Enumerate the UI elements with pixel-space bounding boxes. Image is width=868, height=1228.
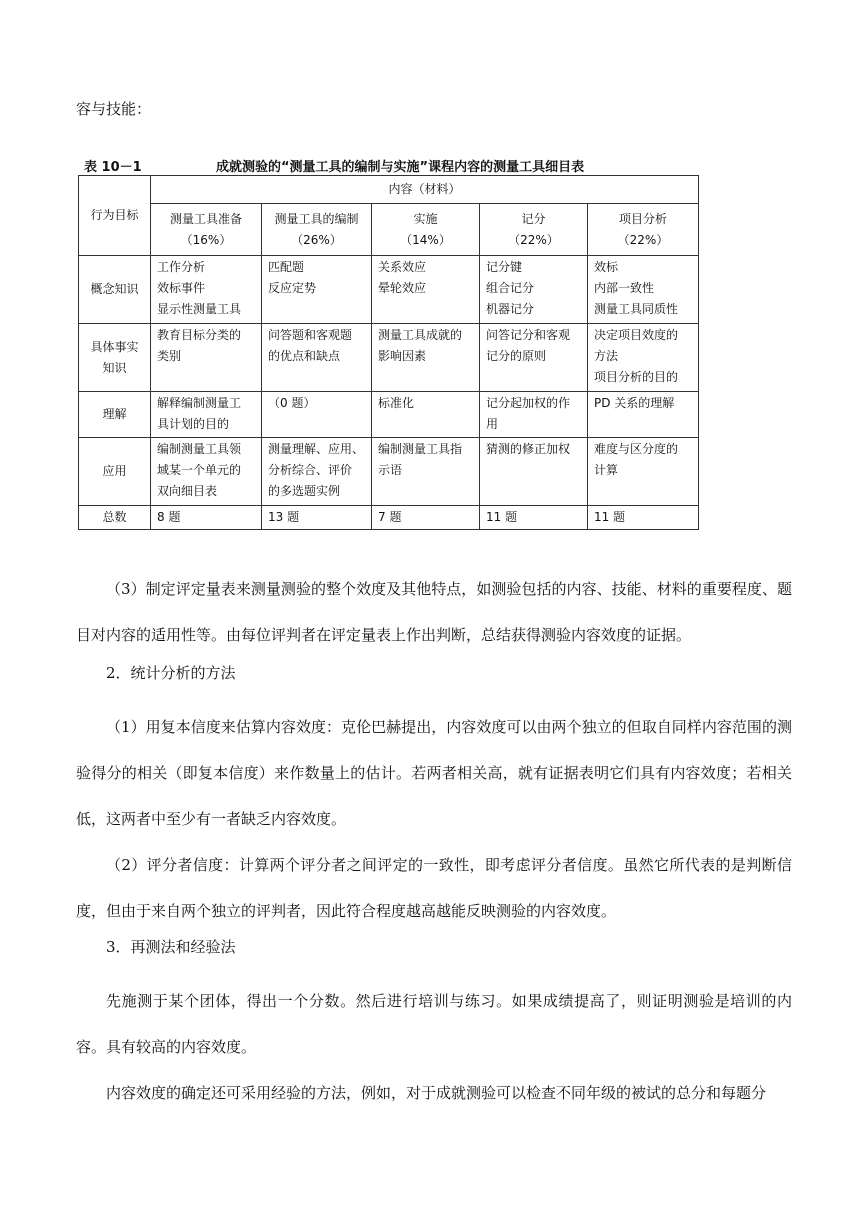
table-header-row-1 — [79, 176, 699, 204]
table-cell — [151, 324, 262, 392]
cell-line: 分析综合、评价 — [268, 463, 353, 477]
corner-header: 行为目标 — [79, 176, 151, 256]
table-cell — [372, 324, 480, 392]
column-header — [151, 204, 262, 256]
heading-3: 3．再测法和经验法 — [106, 938, 236, 956]
cell-line: 测量工具同质性 — [594, 302, 679, 316]
table-row — [79, 438, 699, 506]
cell-line: 记分起加权的作 — [486, 396, 571, 410]
table-cell — [372, 438, 480, 506]
table-cell — [151, 438, 262, 506]
table-cell — [588, 256, 699, 324]
cell-line: 工作分析 — [157, 260, 206, 274]
cell-line: 8 题 — [157, 510, 181, 524]
column-name: 测量工具的编制 — [274, 211, 359, 226]
cell-line: 解释编制测量工 — [157, 396, 242, 410]
cell-line: 问答记分和客观 — [486, 328, 571, 342]
table-cell — [372, 256, 480, 324]
cell-line: 记分的原则 — [486, 349, 547, 363]
paragraph-3 — [76, 842, 792, 934]
table-header-row-2 — [79, 204, 699, 256]
row-label-line: 应用 — [102, 464, 127, 478]
cell-line: 的优点和缺点 — [268, 349, 341, 363]
cell-line: 猜测的修正加权 — [486, 442, 571, 456]
row-label-line: 理解 — [102, 407, 127, 421]
table-cell — [262, 506, 372, 530]
cell-line: 效标 — [594, 260, 619, 274]
column-name: 项目分析 — [619, 211, 668, 226]
paragraph-4 — [76, 978, 792, 1070]
cell-line: 难度与区分度的 — [594, 442, 679, 456]
cell-line: 决定项目效度的 — [594, 328, 679, 342]
column-percentage: （14%） — [400, 232, 451, 247]
column-header — [262, 204, 372, 256]
cell-line: 机器记分 — [486, 302, 535, 316]
column-percentage: （26%） — [291, 232, 342, 247]
cell-line: 11 题 — [486, 510, 518, 524]
table-cell — [372, 506, 480, 530]
paragraph-2 — [76, 704, 792, 842]
table-cell — [372, 392, 480, 438]
cell-line: 教育目标分类的 — [157, 328, 242, 342]
cell-line: 方法 — [594, 349, 619, 363]
table-cell — [262, 324, 372, 392]
cell-line: 示语 — [378, 463, 403, 477]
cell-line: 项目分析的目的 — [594, 370, 679, 384]
table-cell — [480, 256, 588, 324]
paragraph-text: （1）用复本信度来估算内容效度：克伦巴赫提出，内容效度可以由两个独立的但取自同样内容范围的测验得分的相关（即复本信度）来作数量上的估计。若两者相关高，就有证据表明它们具有内容效度；若相关低，这两者中至少有一者缺乏内容效度。 — [76, 718, 792, 828]
cell-line: 测量工具成就的 — [378, 328, 463, 342]
table-cell — [480, 324, 588, 392]
cell-line: 编制测量工具指 — [378, 442, 463, 456]
cell-line: 的多选题实例 — [268, 484, 341, 498]
table-cell — [480, 506, 588, 530]
table-cell — [151, 256, 262, 324]
row-label — [79, 324, 151, 392]
column-percentage: （22%） — [617, 232, 669, 247]
cell-line: 效标事件 — [157, 281, 206, 295]
cell-line: 问答题和客观题 — [268, 328, 353, 342]
cell-line: 编制测量工具领 — [157, 442, 242, 456]
paragraph-text: （2）评分者信度：计算两个评分者之间评定的一致性，即考虑评分者信度。虽然它所代表的是判断信度，但由于来自两个独立的评判者，因此符合程度越高越能反映测验的内容效度。 — [76, 856, 792, 920]
cell-line: 显示性测量工具 — [157, 302, 242, 316]
table-cell — [151, 506, 262, 530]
column-name: 测量工具准备 — [169, 211, 242, 226]
table-cell — [480, 392, 588, 438]
cell-line: 双向细目表 — [157, 484, 218, 498]
cell-line: 影响因素 — [378, 349, 427, 363]
cell-line: 测量理解、应用、 — [268, 442, 365, 456]
cell-line: 计算 — [594, 463, 619, 477]
cell-line: 域某一个单元的 — [157, 463, 242, 477]
row-label-line: 概念知识 — [90, 282, 139, 296]
lead-text: 容与技能： — [76, 100, 152, 118]
cell-line: 组合记分 — [486, 281, 535, 295]
cell-line: 13 题 — [268, 510, 300, 524]
table-cell — [480, 438, 588, 506]
paragraph-text: 内容效度的确定还可采用经验的方法，例如，对于成就测验可以检查不同年级的被试的总分和每题分 — [106, 1084, 767, 1102]
table-cell — [262, 438, 372, 506]
row-label-line: 知识 — [102, 360, 127, 375]
heading-2: 2．统计分析的方法 — [106, 664, 236, 682]
table-cell — [588, 392, 699, 438]
row-label — [79, 438, 151, 506]
table-cell — [588, 438, 699, 506]
column-header — [372, 204, 480, 256]
column-percentage: （22%） — [508, 232, 559, 247]
column-percentage: （16%） — [180, 232, 232, 247]
paragraph-text: （3）制定评定量表来测量测验的整个效度及其他特点，如测验包括的内容、技能、材料的重要程度、题目对内容的适用性等。由每位评判者在评定量表上作出判断，总结获得测验内容效度的证据。 — [76, 580, 792, 644]
table-row — [79, 324, 699, 392]
table-cell — [262, 256, 372, 324]
row-label — [79, 256, 151, 324]
column-header — [588, 204, 699, 256]
cell-line: 匹配题 — [268, 260, 305, 274]
table-cell — [588, 324, 699, 392]
cell-line: 标准化 — [378, 396, 415, 410]
cell-line: PD 关系的理解 — [594, 396, 675, 410]
content-header: 内容（材料） — [151, 176, 699, 204]
paragraph-text: 先施测于某个团体，得出一个分数。然后进行培训与练习。如果成绩提高了，则证明测验是培训的内容。具有较高的内容效度。 — [76, 992, 792, 1056]
cell-line: （0 题） — [268, 396, 316, 410]
row-label-line: 具体事实 — [90, 339, 139, 354]
table-row — [79, 392, 699, 438]
table-row — [79, 506, 699, 530]
cell-line: 记分键 — [486, 260, 523, 274]
cell-line: 具计划的目的 — [157, 417, 230, 431]
cell-line: 类别 — [157, 349, 182, 363]
row-label-line: 总数 — [102, 510, 127, 524]
cell-line: 7 题 — [378, 510, 402, 524]
cell-line: 用 — [486, 417, 499, 431]
table-cell — [262, 392, 372, 438]
cell-line: 11 题 — [594, 510, 626, 524]
paragraph-5 — [76, 1070, 792, 1116]
row-label — [79, 506, 151, 530]
cell-line: 反应定势 — [268, 281, 317, 295]
table-cell — [151, 392, 262, 438]
specification-table — [78, 175, 699, 530]
cell-line: 晕轮效应 — [378, 281, 427, 295]
column-header — [480, 204, 588, 256]
column-name: 记分 — [521, 211, 546, 226]
table-cell — [588, 506, 699, 530]
cell-line: 内部一致性 — [594, 281, 655, 295]
paragraph-1 — [76, 566, 792, 658]
table-caption-title: 成就测验的“测量工具的编制与实施”课程内容的测量工具细目表 — [216, 160, 585, 175]
cell-line: 关系效应 — [378, 260, 427, 274]
row-label — [79, 392, 151, 438]
column-name: 实施 — [413, 211, 438, 226]
table-row — [79, 256, 699, 324]
table-caption-number: 表 10－1 — [84, 160, 142, 175]
